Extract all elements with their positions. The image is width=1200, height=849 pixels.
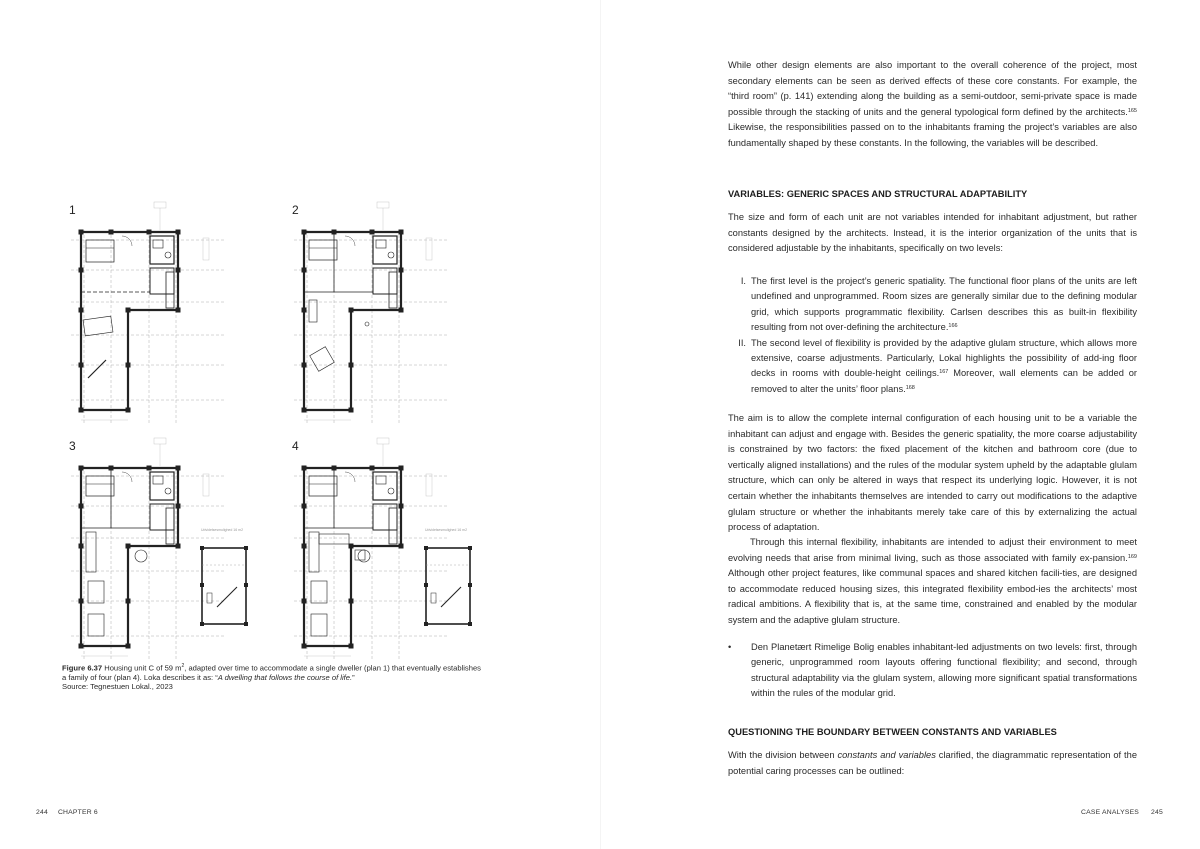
figure-caption [62, 662, 482, 692]
column [147, 466, 152, 471]
column [79, 268, 84, 273]
plan-number: 1 [69, 203, 76, 217]
footnote-ref: 166 [948, 323, 958, 330]
column [79, 504, 84, 509]
column [79, 644, 84, 649]
caption-text-a: Housing unit C of 59 m [102, 663, 182, 673]
emphasis-text: constants and variables [837, 750, 936, 760]
column [302, 544, 307, 549]
column [126, 599, 131, 604]
exterior-wall [81, 468, 178, 646]
annex-drawing [423, 545, 473, 627]
footnote-ref: 165 [1127, 107, 1137, 114]
chapter-label: CHAPTER 6 [57, 809, 98, 816]
caption-text-c: ” [352, 672, 355, 682]
column [424, 546, 428, 550]
dimension-mark [426, 474, 432, 496]
column [109, 230, 114, 235]
toilet [165, 252, 171, 258]
column [79, 599, 84, 604]
kitchen-counter [389, 508, 397, 544]
paragraph-5 [728, 748, 1137, 779]
fixture [376, 240, 386, 248]
kitchen-counter [166, 272, 174, 308]
column [176, 504, 181, 509]
list-item-text: The second level of flexibility is provided by the adaptive glulam structure, which allows more extensive, coarse adjustments. Particularly, Lokal highlights the possibility of add-ing floor decks in rooms with double-height ceilings. [751, 337, 1137, 379]
bed [309, 476, 337, 496]
column [349, 408, 354, 413]
furniture [207, 593, 212, 603]
paragraph-5-text: With the division between [728, 750, 838, 760]
page-number-right: 245 [1151, 809, 1163, 816]
column [302, 268, 307, 273]
caption-superscript: 2 [181, 663, 185, 669]
column [424, 622, 428, 626]
toilet [165, 488, 171, 494]
list-marker: II. [738, 337, 746, 348]
column [399, 230, 404, 235]
column [79, 408, 84, 413]
column [302, 504, 307, 509]
crib [310, 347, 335, 372]
column [79, 363, 84, 368]
paragraph-3: The aim is to allow the complete internal configuration of each housing unit to be a variable the inhabitant can adjust and engage with. Besides the generic spatiality, the more coarse adjustability is constrained by two factors: the fixed placement of the kitchen and bathroom core (due to vertically aligned installations) and the rules of the modular system upheld by the adaptable glulam structure, which can only be altered in ways that respect its underlying logic. However, it is not certain whether the inhabitants themselves are intended to carry out modifications to the adaptive glulam structure or whether the inhabitants merely take care of this by externalizing the actual process of adaptation. [728, 413, 1137, 533]
column [399, 504, 404, 509]
column [302, 466, 307, 471]
column [349, 363, 354, 368]
list-item [728, 336, 1137, 398]
plan-number: 3 [69, 439, 76, 453]
column [370, 466, 375, 471]
door-swing [122, 472, 132, 482]
paragraph-4 [728, 535, 1137, 629]
exterior-wall [81, 232, 178, 410]
column [126, 644, 131, 649]
floor-plan-1 [66, 200, 276, 430]
column [468, 622, 472, 626]
paragraph-1-text: While other design elements are also important to the overall coherence of the project, most secondary elements can be seen as derived effects of these core constants. For example, the “third room” (p. 141) extending along the building as a semi-outdoor, semi-private space is made possible through the stacking of units and the general typological form defined by the architects. [728, 60, 1137, 117]
desk [309, 300, 317, 322]
bunk-bed [311, 581, 327, 603]
annex-drawing [199, 545, 249, 627]
dimension-mark [154, 202, 166, 208]
section-label: CASE ANALYSES [1081, 809, 1140, 816]
column [126, 363, 131, 368]
bed [86, 240, 114, 262]
column [79, 544, 84, 549]
column [79, 308, 84, 313]
column [200, 546, 204, 550]
paragraph-1-text-cont: Likewise, the responsibilities passed on to the inhabitants framing the project’s variables are also fundamentally shaped by these constants. In the following, the variables will be described. [728, 122, 1137, 148]
annex-label: Udvidelsesmulighed 16 m2 [201, 528, 244, 532]
column [244, 546, 248, 550]
column [176, 466, 181, 471]
list-item [728, 640, 1137, 702]
gutter [600, 0, 601, 849]
plan-number: 2 [292, 203, 299, 217]
figure-label: Figure 6.37 [62, 663, 103, 673]
paragraph-4-text: Through this internal flexibility, inhabitants are intended to adjust their environment to meet evolving needs that arise from minimal living, such as those associated with family ex-pansion. [728, 537, 1137, 563]
column [244, 622, 248, 626]
furniture [217, 587, 237, 607]
floor-plan-1-drawing [66, 200, 276, 430]
column [399, 544, 404, 549]
paragraph-4-text-cont: Although other project features, like communal spaces and shared kitchen facili-ties, are designed to accommodate reduced housing sizes, this integrated flexibility embod-ies the architects’ most radical ambitions. A flexibility that is, at the same time, constrained and enabled by the modular system and the adaptive glulam structure. [728, 568, 1137, 625]
column [349, 599, 354, 604]
paragraph-2: The size and form of each unit are not variables intended for inhabitant adjustment, but rather constants designed by the architects. Instead, it is the interior organization of the units that is considered adjustable by the inhabitants, specifically on two levels: [728, 212, 1137, 254]
dimension-mark [203, 474, 209, 496]
door-swing [345, 472, 355, 482]
bed-small [311, 614, 327, 636]
annex-plan-4 [423, 545, 473, 627]
dimension-mark [426, 238, 432, 260]
toilet [388, 252, 394, 258]
column [399, 308, 404, 313]
floor-plan-2 [289, 200, 499, 430]
bed [86, 476, 114, 496]
door-swing [345, 236, 355, 246]
roman-list [728, 274, 1137, 397]
furniture [441, 587, 461, 607]
annex-plan-3 [199, 545, 249, 627]
bed-small [88, 614, 104, 636]
furniture [88, 360, 106, 378]
list-item-text: Den Planetært Rimelige Bolig enables inhabitant-led adjustments on two levels: first, through generic, unprogrammed room layouts offering functional flexibility; and second, through structural adaptability via the glulam system, allowing more significant spatial transformations within the rules of the modular grid. [751, 642, 1137, 699]
column [176, 544, 181, 549]
column [468, 546, 472, 550]
fixture [376, 476, 386, 484]
column [126, 408, 131, 413]
sofa [83, 316, 113, 336]
column [79, 230, 84, 235]
list-item [728, 274, 1137, 336]
bed [309, 240, 337, 260]
column [200, 622, 204, 626]
annex-wall [202, 548, 246, 624]
caption-text-b: , adapted over time to accommodate a single dweller (plan 1) that eventually establishes a family of four (plan 4). Loka describes it as: “ [62, 663, 481, 682]
plan-number: 4 [292, 439, 299, 453]
section-heading-boundary: QUESTIONING THE BOUNDARY BETWEEN CONSTANTS AND VARIABLES [728, 727, 1057, 737]
door-swing [122, 236, 132, 246]
column [399, 466, 404, 471]
column [302, 230, 307, 235]
caption-source: Source: Tegnestuen Lokal., 2023 [62, 682, 173, 692]
dimension-mark [203, 238, 209, 260]
dimension-mark [154, 438, 166, 444]
paragraph-5-text-cont: clarified, the diagrammatic representation of the potential caring processes can be outlined: [728, 750, 1137, 776]
caption-quote: A dwelling that follows the course of life. [217, 672, 353, 682]
page-number-left: 244 [36, 809, 48, 816]
list-item-text-cont: Moreover, wall elements can be added or removed to alter the units’ floor plans. [751, 368, 1138, 394]
annex-wall [426, 548, 470, 624]
column [200, 583, 204, 587]
column [424, 583, 428, 587]
fixture [153, 476, 163, 484]
dimension-mark [377, 438, 389, 444]
column [302, 363, 307, 368]
toilet [388, 488, 394, 494]
column [349, 644, 354, 649]
chair [365, 322, 369, 326]
footer-right [1081, 809, 1163, 817]
bunk-bed [88, 581, 104, 603]
column [349, 308, 354, 313]
exterior-wall [304, 468, 401, 646]
list-marker: I. [740, 276, 746, 286]
column [370, 230, 375, 235]
exterior-wall [304, 232, 401, 410]
column [302, 599, 307, 604]
column [79, 466, 84, 471]
column [126, 308, 131, 313]
footnote-ref: 169 [1127, 553, 1137, 560]
floor-plan-2-drawing [289, 200, 499, 430]
paragraph-1 [728, 58, 1137, 152]
annex-label: Udvidelsesmulighed 16 m2 [425, 528, 468, 532]
column [176, 268, 181, 273]
footer-left [36, 809, 98, 817]
column [302, 408, 307, 413]
column [176, 230, 181, 235]
column [126, 544, 131, 549]
kitchen-counter [389, 272, 397, 308]
table [135, 550, 147, 562]
dimension-mark [377, 202, 389, 208]
column [468, 583, 472, 587]
column [302, 308, 307, 313]
column [147, 230, 152, 235]
column [244, 583, 248, 587]
kitchen-counter [166, 508, 174, 544]
column [176, 308, 181, 313]
column [399, 268, 404, 273]
furniture [431, 593, 436, 603]
section-heading-variables: VARIABLES: GENERIC SPACES AND STRUCTURAL ADAPTABILITY [728, 189, 1028, 199]
fixture [153, 240, 163, 248]
bullet-list [728, 640, 1137, 702]
footnote-ref: 167 [939, 369, 949, 376]
column [302, 644, 307, 649]
bullet-marker: • [728, 642, 732, 652]
footnote-ref: 168 [905, 384, 915, 391]
list-item-text: The first level is the project’s generic spatiality. The functional floor plans of the units are left undefined and unprogrammed. Room sizes are generally similar due to the defining modular grid, which supports programmatic flexibility. Carlsen describes this as built-in flexibility resulting from not over-defining the architecture. [751, 276, 1137, 333]
